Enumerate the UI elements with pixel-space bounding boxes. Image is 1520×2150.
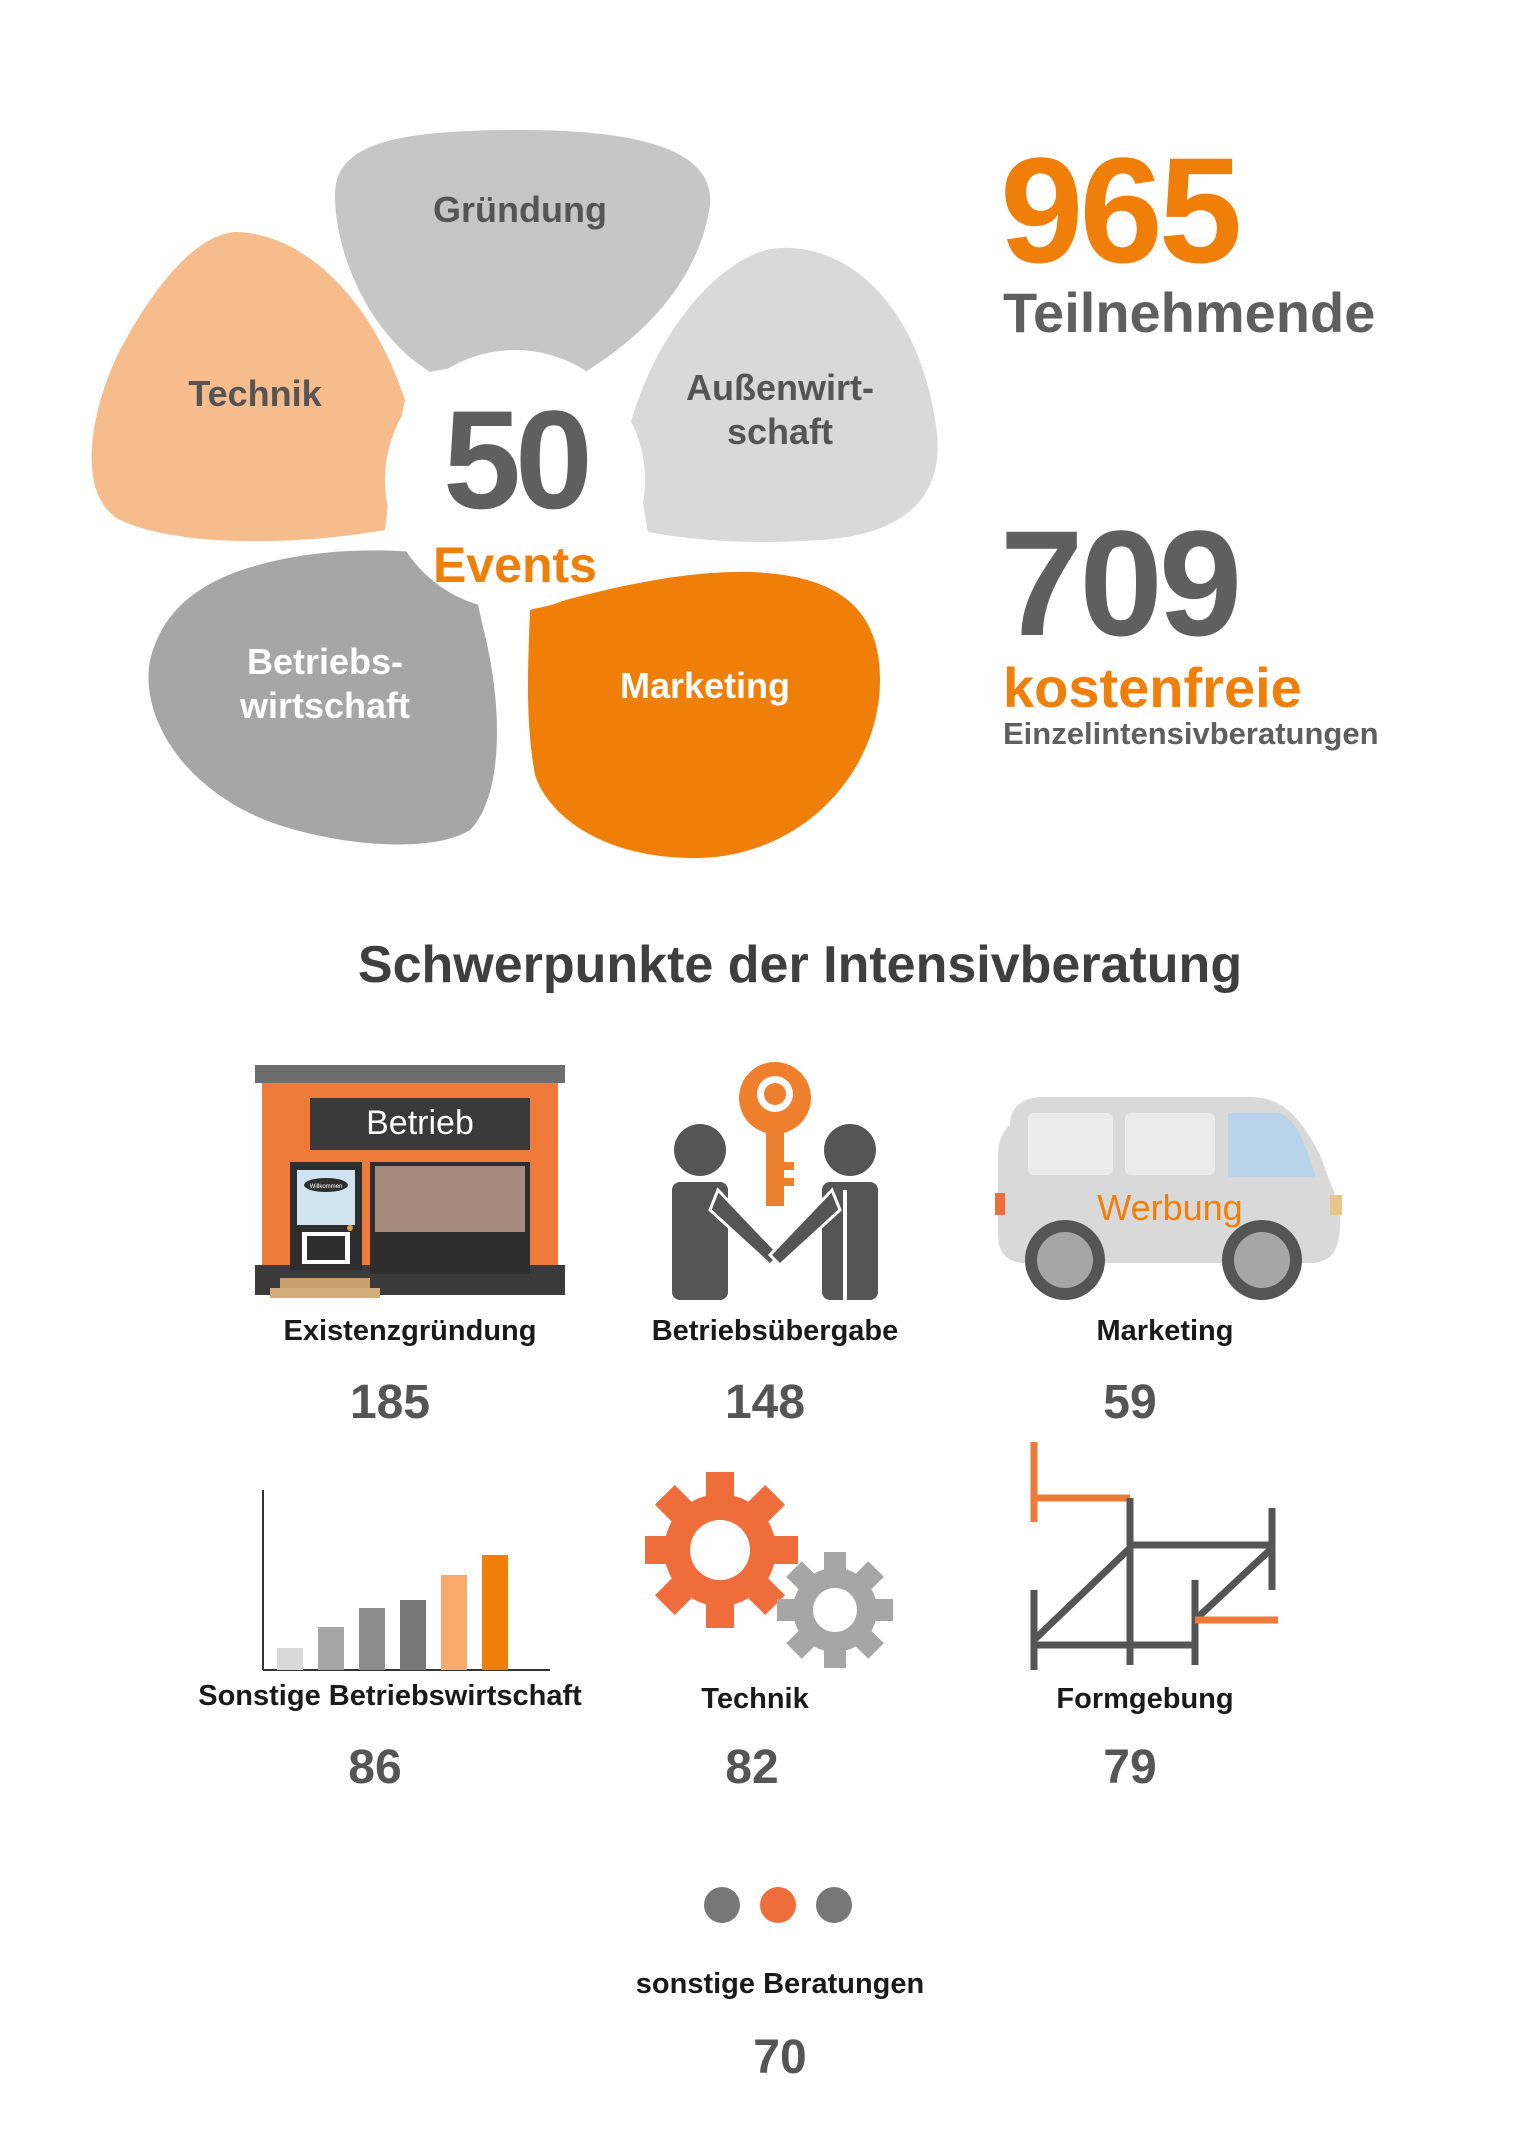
category-value-sonstige-betriebswirtschaft: 86: [348, 1741, 402, 1794]
petal-label-gruendung: Gründung: [433, 189, 607, 230]
category-label-betriebsuebergabe: Betriebsübergabe: [651, 1315, 899, 1347]
shop-icon: [250, 1060, 570, 1300]
category-label-existenzgruendung: Existenzgründung: [283, 1315, 537, 1347]
van-text: Werbung: [1097, 1187, 1243, 1228]
shop-door-sign-text: Willkommen: [309, 1184, 343, 1190]
category-label-sonstige-betriebswirtschaft: Sonstige Betriebswirtschaft: [198, 1680, 582, 1712]
petal-label-marketing: Marketing: [619, 665, 791, 706]
category-value-sonstige-beratungen: 70: [753, 2031, 807, 2084]
design-lines-icon: [1020, 1440, 1290, 1680]
petal-gruendung: [335, 130, 710, 378]
dots-icon: [700, 1880, 860, 1930]
category-label-formgebung: Formgebung: [1056, 1683, 1234, 1715]
consultations-number: 709: [1000, 499, 1239, 667]
gears-icon: [645, 1470, 905, 1670]
events-count: 50: [443, 381, 587, 538]
events-label: Events: [433, 537, 597, 593]
consultations-sublabel: Einzelintensivberatungen: [1003, 716, 1379, 751]
handshake-key-icon: [660, 1050, 890, 1305]
category-value-technik: 82: [725, 1741, 779, 1794]
category-label-technik: Technik: [701, 1683, 809, 1715]
section-title: Schwerpunkte der Intensivberatung: [357, 936, 1243, 994]
category-value-marketing: 59: [1103, 1376, 1157, 1429]
petal-label-aussenwirtschaft: Außenwirt- schaft: [686, 367, 874, 452]
category-value-betriebsuebergabe: 148: [724, 1376, 806, 1429]
shop-sign-text: Betrieb: [366, 1104, 474, 1142]
category-label-sonstige-beratungen: sonstige Beratungen: [635, 1968, 925, 2000]
bar-chart-icon: [255, 1490, 555, 1680]
petal-marketing: [528, 572, 880, 858]
category-value-formgebung: 79: [1103, 1741, 1157, 1794]
petal-label-technik: Technik: [188, 373, 322, 414]
petal-label-betriebswirtschaft: Betriebs- wirtschaft: [239, 641, 411, 726]
category-value-existenzgruendung: 185: [349, 1376, 431, 1429]
participants-label: Teilnehmende: [1003, 281, 1376, 344]
category-label-marketing: Marketing: [1096, 1315, 1234, 1347]
consultations-label: kostenfreie: [1003, 656, 1302, 719]
participants-number: 965: [1000, 126, 1239, 294]
van-icon: [990, 1085, 1345, 1305]
